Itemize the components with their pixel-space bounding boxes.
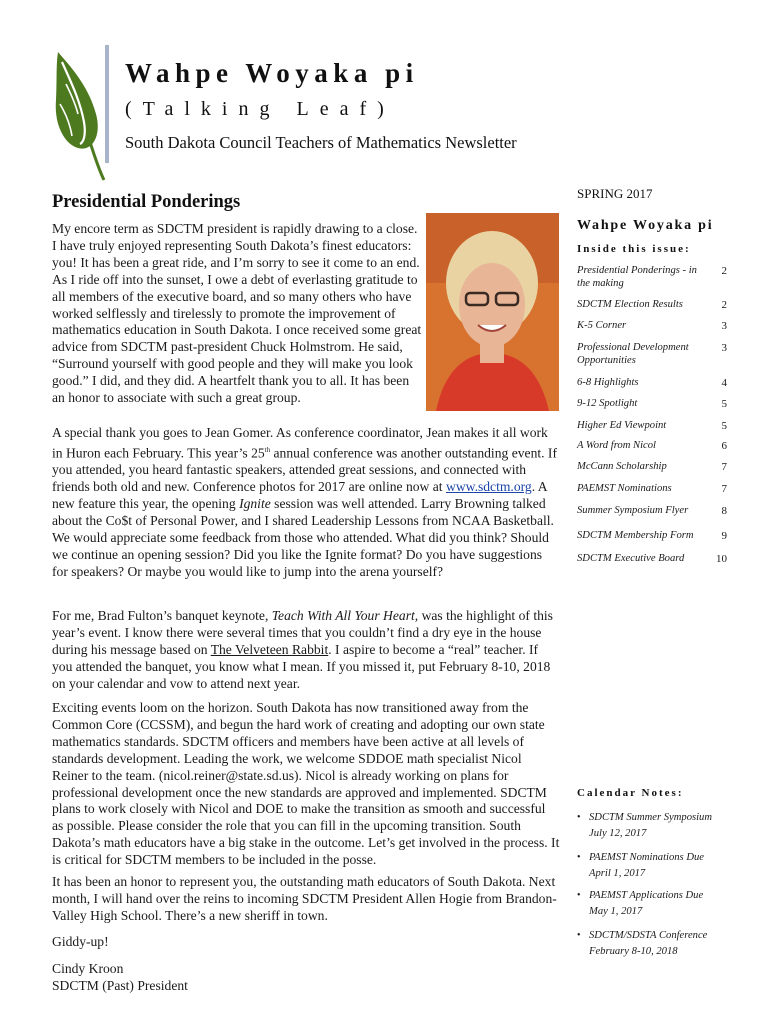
calendar-date: May 1, 2017 [589, 905, 643, 917]
toc-item [577, 398, 727, 411]
calendar-event: • SDCTM Summer Symposium [589, 812, 713, 823]
toc-item [577, 483, 727, 496]
president-photo [426, 213, 559, 411]
toc-item-label: Professional Development Opportunities [577, 342, 689, 366]
toc-item-page: 7 [721, 461, 727, 473]
signature-title: SDCTM (Past) President [52, 977, 188, 993]
p2-ignite-emphasis: Ignite [239, 496, 271, 512]
toc-item-label: Presidential Ponderings - in the making [577, 265, 697, 289]
toc-item-label: Higher Ed Viewpoint [577, 420, 667, 431]
inside-issue-label: Inside this issue: [577, 243, 691, 255]
p3-text-a: For me, Brad Fulton’s banquet keynote, [52, 608, 272, 623]
toc-item-page: 9 [721, 530, 727, 542]
toc-item-page: 8 [721, 505, 727, 517]
toc-item [577, 440, 727, 453]
toc-item [577, 342, 727, 367]
paragraph-conference [52, 425, 560, 581]
calendar-item [577, 810, 737, 841]
toc-item-label: PAEMST Nominations [577, 483, 672, 494]
toc-item-label: K-5 Corner [577, 320, 627, 331]
toc-item-label: McCann Scholarship [577, 461, 667, 472]
paragraph-standards [52, 700, 560, 869]
paragraph-farewell-text: It has been an honor to represent you, the outstanding math educators of South Dakota. Next month, I will hand over the reins to incoming SDCTM President Allen Hogie from Brandon-Valley High School. There’s a new sheriff in town. [52, 874, 557, 923]
toc-item-label: 9-12 Spotlight [577, 398, 638, 409]
toc-item-label: Summer Symposium Flyer [577, 505, 689, 516]
toc-item [577, 299, 727, 312]
portrait-image-icon [426, 213, 559, 411]
calendar-item [577, 888, 737, 919]
paragraph-intro-text: My encore term as SDCTM president is rapidly drawing to a close. I have truly enjoyed representing South Dakota’s finest educators: you! It has been a great ride, and I’m sorry to see it come to an end. As I ride off into the sunset, I owe a debt of everlasting gratitude to all members of the executive board, and so many others who have worked selflessly and tirelessly to promote the improvement of mathematics education in South Dakota. I once received some great advice from SDCTM past-president Chuck Holmstrom. He said, “Surround yourself with good people and they will make you look good.” I did, and they did. A heartfelt thank you to all. It has been an honor to associate with such a great group. [52, 221, 422, 406]
newsletter-tagline: South Dakota Council Teachers of Mathematics Newsletter [125, 133, 517, 152]
toc-item-label: SDCTM Membership Form [577, 530, 694, 541]
paragraph-intro [52, 221, 424, 407]
paragraph-farewell [52, 874, 560, 925]
toc-item-page: 2 [721, 299, 727, 311]
calendar-date: April 1, 2017 [589, 867, 646, 879]
sdctm-website-link[interactable]: www.sdctm.org [446, 479, 532, 495]
paragraph-banquet [52, 608, 560, 693]
calendar-event: • SDCTM/SDSTA Conference [589, 930, 708, 941]
toc-item-page: 4 [721, 377, 727, 389]
p2-text-a: A special thank you goes to Jean Gomer. As conference coordinator, Jean makes it all work in Huron each February. This year’s 25 [52, 425, 548, 461]
toc-item-page: 6 [721, 440, 727, 452]
giddyup-text: Giddy-up! [52, 934, 109, 949]
toc-item-page: 2 [721, 265, 727, 277]
signature-name: Cindy Kroon [52, 961, 124, 976]
p2-text-c: . A new feature this year, the opening [52, 479, 547, 512]
newsletter-subtitle: (Talking Leaf) [125, 98, 395, 120]
p2-text-d: session was well attended. Larry Browning talked about the Co$t of Personal Power, and I shared Leadership Lessons from NCAA Basketball. We would appreciate some feedback from those who attended. What did you think? Should we continue an opening session? Did you like the Ignite format? Do you have suggestions for speakers? Or maybe you would like to jump into the arena yourself? [52, 496, 554, 579]
toc-item-page: 7 [721, 483, 727, 495]
calendar-item [577, 850, 737, 881]
toc-item-page: 3 [721, 342, 727, 354]
section-heading: Presidential Ponderings [52, 192, 241, 212]
toc-item-label: SDCTM Election Results [577, 299, 683, 310]
newsletter-title: Wahpe Woyaka pi [125, 58, 419, 88]
p3-keynote-title: Teach With All Your Heart, [271, 608, 419, 623]
p3-book-title: The Velveteen Rabbit [210, 641, 329, 657]
paragraph-standards-text: Exciting events loom on the horizon. South Dakota has now transitioned away from the Common Core (CCSSM), and begun the hard work of creating and adopting our own state mathematics standards. SDCTM officers and members have been active at all levels of standards development. Leading the work, we welcome SDDOE math specialist Nicol Reiner to the team. (nicol.reiner@state.sd.us). Nicol is already working on plans for professional development once the new standards are approved and implemented. SDCTM plans to work closely with Nicol and DOE to make the transition as smooth and successful as possible. Please consider the role that you can fill in the upcoming transition. South Dakota’s math educators have a big stake in the outcome. Let’s get involved in the process. It is critical for SDCTM members to be included in the posse. [52, 700, 560, 868]
toc-item-page: 5 [721, 398, 727, 410]
toc-item [577, 377, 727, 390]
p3-text-b: was the highlight of this year’s event. I know there were several times that you couldn’t find a dry eye in the house during his message based on [52, 608, 553, 657]
toc-item-page: 5 [721, 420, 727, 432]
p2-text-b: annual conference was another outstanding event. If you attended, you heard fantastic speakers, attended great sessions, and connected with friends both old and new. Conference photos for 2017 are online now at [52, 445, 557, 495]
toc-item [577, 505, 727, 518]
toc-item [577, 420, 727, 433]
toc-item [577, 530, 727, 543]
p2-superscript: th [264, 445, 271, 454]
calendar-notes-label: Calendar Notes: [577, 787, 684, 799]
signature-block [52, 961, 560, 994]
toc-item-label: 6-8 Highlights [577, 377, 639, 388]
toc-item-page: 3 [721, 320, 727, 332]
p3-text-c: . I aspire to become a “real” teacher. If you attended the banquet, you know what I mean. If you missed it, put February 8-10, 2018 on your calendar and vow to attend next year. [52, 641, 551, 691]
toc-item [577, 461, 727, 474]
header-divider [105, 45, 109, 163]
leaf-logo-icon [48, 44, 108, 184]
toc-item-page: 10 [716, 553, 727, 565]
toc-item [577, 265, 727, 290]
calendar-date: February 8-10, 2018 [589, 945, 678, 957]
calendar-date: July 12, 2017 [589, 827, 647, 839]
calendar-item [577, 928, 737, 959]
toc-item [577, 553, 727, 566]
toc-item-label: A Word from Nicol [577, 440, 656, 451]
edition-label: SPRING 2017 [577, 186, 653, 201]
calendar-event: • PAEMST Applications Due [589, 890, 704, 901]
toc-item-label: SDCTM Executive Board [577, 553, 685, 564]
calendar-event: • PAEMST Nominations Due [589, 852, 704, 863]
sidebar-title: Wahpe Woyaka pi [577, 218, 714, 233]
paragraph-giddyup [52, 934, 560, 951]
toc-item [577, 320, 727, 333]
